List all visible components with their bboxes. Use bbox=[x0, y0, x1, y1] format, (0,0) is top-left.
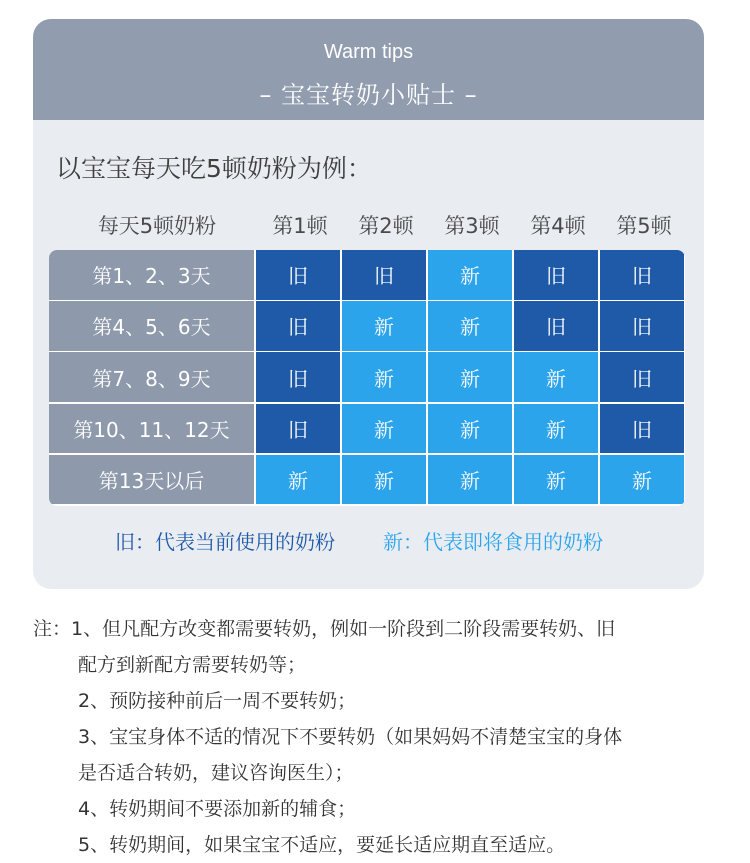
schedule-cell: 旧 bbox=[600, 404, 684, 454]
schedule-cell: 新 bbox=[342, 455, 426, 505]
note-line-1: 注：1、但凡配方改变都需要转奶，例如一阶段到二阶段需要转奶、旧 bbox=[33, 618, 616, 640]
row-label: 第13天以后 bbox=[49, 455, 254, 505]
schedule-cell: 旧 bbox=[256, 352, 340, 402]
schedule-cell: 旧 bbox=[514, 250, 598, 300]
schedule-cell: 旧 bbox=[514, 301, 598, 351]
row-label: 第7、8、9天 bbox=[49, 352, 254, 402]
schedule-cell: 新 bbox=[256, 455, 340, 505]
note-line-2: 配方到新配方需要转奶等； bbox=[78, 654, 307, 676]
card-header bbox=[33, 19, 704, 120]
note-line-7: 5、转奶期间，如果宝宝不适应，要延长适应期直至适应。 bbox=[78, 834, 566, 856]
header-title-cn: – 宝宝转奶小贴士 – bbox=[259, 81, 478, 109]
schedule-cell: 旧 bbox=[600, 301, 684, 351]
feeding-schedule-table bbox=[49, 250, 685, 506]
row-label: 第4、5、6天 bbox=[49, 301, 254, 351]
legend-old: 旧：代表当前使用的奶粉 bbox=[115, 530, 335, 554]
schedule-cell: 新 bbox=[342, 352, 426, 402]
row-label: 第1、2、3天 bbox=[49, 250, 254, 300]
schedule-cell: 新 bbox=[428, 404, 512, 454]
note-line-6: 4、转奶期间不要添加新的辅食； bbox=[78, 798, 357, 820]
schedule-cell: 新 bbox=[342, 301, 426, 351]
schedule-cell: 新 bbox=[428, 301, 512, 351]
table-corner-label: 每天5顿奶粉 bbox=[97, 214, 217, 238]
column-header-2: 第2顿 bbox=[358, 214, 414, 238]
legend-new: 新：代表即将食用的奶粉 bbox=[383, 530, 603, 554]
note-line-3: 2、预防接种前后一周不要转奶； bbox=[78, 690, 357, 712]
schedule-cell: 旧 bbox=[342, 250, 426, 300]
intro-text: 以宝宝每天吃5顿奶粉为例： bbox=[56, 154, 372, 183]
schedule-cell: 新 bbox=[514, 352, 598, 402]
schedule-cell: 新 bbox=[342, 404, 426, 454]
row-label: 第10、11、12天 bbox=[49, 404, 254, 454]
column-header-4: 第4顿 bbox=[530, 214, 586, 238]
note-line-5: 是否适合转奶，建议咨询医生）； bbox=[78, 762, 354, 784]
schedule-cell: 新 bbox=[514, 455, 598, 505]
tips-card bbox=[33, 19, 704, 589]
schedule-cell: 新 bbox=[514, 404, 598, 454]
column-header-3: 第3顿 bbox=[444, 214, 500, 238]
schedule-cell: 旧 bbox=[256, 250, 340, 300]
schedule-cell: 旧 bbox=[256, 404, 340, 454]
header-title-en: Warm tips bbox=[323, 41, 414, 63]
schedule-cell: 旧 bbox=[256, 301, 340, 351]
schedule-cell: 新 bbox=[600, 455, 684, 505]
schedule-cell: 旧 bbox=[600, 352, 684, 402]
schedule-cell: 旧 bbox=[600, 250, 684, 300]
column-header-1: 第1顿 bbox=[272, 214, 328, 238]
column-header-5: 第5顿 bbox=[616, 214, 672, 238]
schedule-cell: 新 bbox=[428, 250, 512, 300]
note-line-4: 3、宝宝身体不适的情况下不要转奶（如果妈妈不清楚宝宝的身体 bbox=[78, 726, 623, 748]
schedule-cell: 新 bbox=[428, 352, 512, 402]
schedule-cell: 新 bbox=[428, 455, 512, 505]
